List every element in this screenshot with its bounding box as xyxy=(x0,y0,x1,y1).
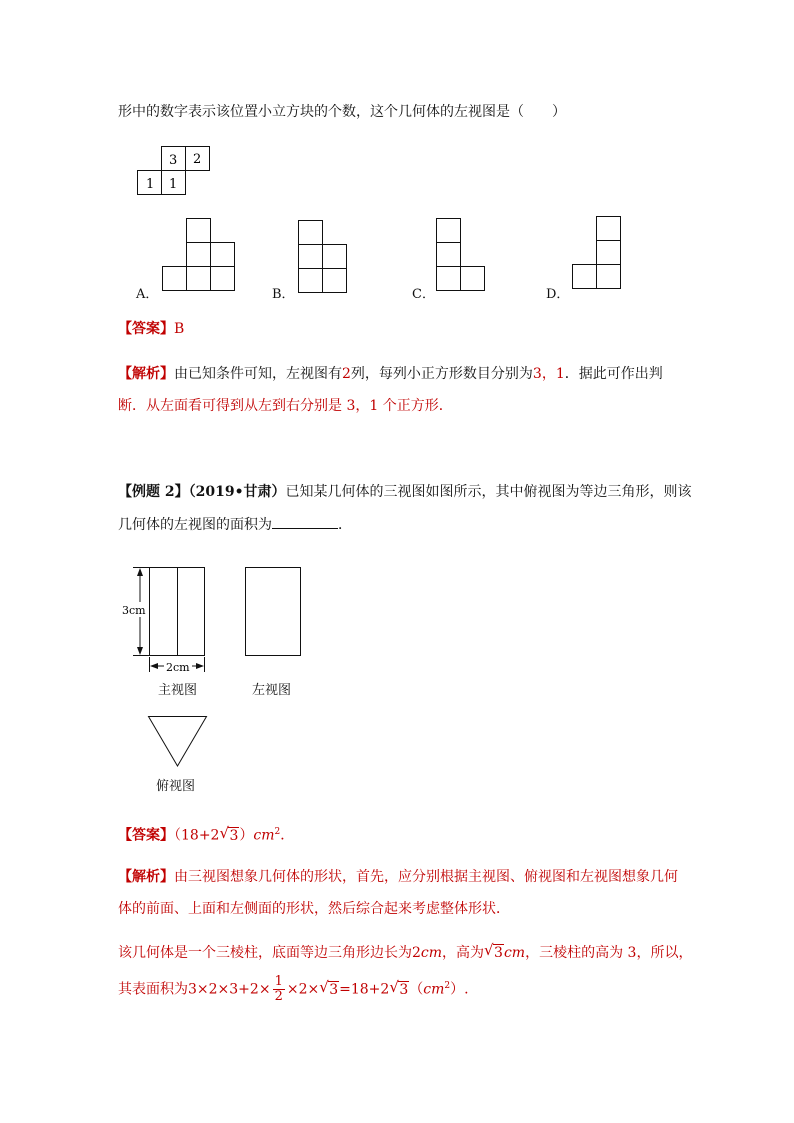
answer-exponent: 2 xyxy=(274,827,281,837)
q1-analysis-line1 xyxy=(118,364,663,384)
option-label-a: A． xyxy=(136,287,159,302)
analysis-text: 由已知条件可知，左视图有 xyxy=(174,366,342,382)
q2-analysis-line2: 体的前面、上面和左侧面的形状，然后综合起来考虑整体形状． xyxy=(118,901,510,917)
option-label-c: C． xyxy=(412,287,435,302)
grid-number: 1 xyxy=(169,177,178,192)
solution-unit: cm xyxy=(420,945,443,961)
sqrt-radicand: 3 xyxy=(399,981,409,998)
answer-text: ． xyxy=(280,827,295,844)
grid-number: 3 xyxy=(169,153,178,168)
q1-answer xyxy=(118,319,184,339)
stem-text: 几何体的左视图的面积为 xyxy=(118,517,272,533)
fraction-denominator: 2 xyxy=(274,989,283,1004)
stem-text: 已知某几何体的三视图如图所示，其中俯视图为等边三角形，则该 xyxy=(285,484,692,500)
option-a-figure xyxy=(162,218,236,292)
answer-text: （18+2 xyxy=(174,827,220,844)
option-c-figure xyxy=(436,218,486,292)
solution-text: =18+2 xyxy=(339,981,390,998)
analysis-number: 3，1 xyxy=(532,366,565,382)
solution-text: ）. xyxy=(450,981,469,998)
stem-text: ． xyxy=(338,517,352,533)
answer-unit: cm xyxy=(253,827,275,844)
solution-text: ，三棱柱的高为 3，所以， xyxy=(525,945,693,961)
option-label-b: B． xyxy=(272,287,295,302)
solution-number: 2 xyxy=(412,945,421,961)
option-d-figure xyxy=(572,216,622,290)
fraction-numerator: 1 xyxy=(274,974,283,989)
q1-top-view-grid xyxy=(136,146,216,196)
analysis-text: 列，每列小正方形数目分别为 xyxy=(350,366,533,382)
q2-stem-line1 xyxy=(118,482,692,502)
analysis-tag: 【解析】 xyxy=(118,869,174,885)
dim-height-label: 3cm xyxy=(122,604,146,617)
solution-exponent: 2 xyxy=(444,980,451,991)
sqrt-symbol: √ 3 xyxy=(484,941,503,961)
q2-analysis-line1 xyxy=(118,867,678,887)
solution-unit: cm xyxy=(423,981,445,998)
option-b-figure xyxy=(298,220,348,294)
sqrt-symbol: √ 3 xyxy=(389,977,409,998)
caption-front-view: 主视图 xyxy=(158,683,198,698)
dim-width-label: 2cm xyxy=(166,661,190,674)
answer-blank xyxy=(272,514,338,529)
answer-text: ） xyxy=(239,827,254,844)
grid-number: 1 xyxy=(146,177,155,192)
solution-text: 该几何体是一个三棱柱，底面等边三角形边长为 xyxy=(118,945,412,961)
example-source: （2019•甘肃） xyxy=(188,484,286,500)
analysis-tag: 【解析】 xyxy=(118,366,174,382)
analysis-number: 2 xyxy=(342,366,351,382)
sqrt-symbol: √ 3 xyxy=(219,823,239,844)
caption-left-view: 左视图 xyxy=(252,683,292,698)
answer-tag: 【答案】 xyxy=(118,321,174,337)
solution-text: 3×2×3+2× xyxy=(188,981,271,998)
answer-tag: 【答案】 xyxy=(118,827,174,844)
q2-stem-line2 xyxy=(118,514,352,535)
answer-value: B xyxy=(174,321,185,337)
q2-answer xyxy=(118,822,294,846)
left-view-figure xyxy=(245,567,303,659)
option-label-d: D． xyxy=(546,287,570,302)
q1-analysis-line2: 断．从左面看可得到从左到右分别是 3，1 个正方形． xyxy=(118,398,453,414)
q1-stem: 形中的数字表示该位置小立方块的个数，这个几何体的左视图是（ ） xyxy=(118,104,566,120)
sqrt-radicand: 3 xyxy=(329,981,339,998)
sqrt-radicand: 3 xyxy=(229,827,239,844)
fraction xyxy=(273,975,285,1004)
grid-number: 2 xyxy=(193,152,202,167)
solution-text: ×2× xyxy=(286,981,320,998)
front-view-figure xyxy=(120,562,210,674)
sqrt-symbol: √ 3 xyxy=(319,977,339,998)
solution-text: 其表面积为 xyxy=(118,981,188,998)
solution-text: ，高为 xyxy=(442,945,485,961)
solution-unit: cm xyxy=(503,945,526,961)
q2-solution-line1 xyxy=(118,943,692,963)
top-view-figure xyxy=(148,716,208,770)
analysis-text: 由三视图想象几何体的形状，首先，应分别根据主视图、俯视图和左视图想象几何 xyxy=(174,869,678,885)
caption-top-view: 俯视图 xyxy=(156,779,196,794)
sqrt-radicand: 3 xyxy=(494,945,503,961)
q2-solution-line2 xyxy=(118,975,469,1004)
analysis-text: ．据此可作出判 xyxy=(564,366,663,382)
solution-text: （ xyxy=(409,981,424,998)
example-tag: 【例题 2】 xyxy=(118,484,189,500)
